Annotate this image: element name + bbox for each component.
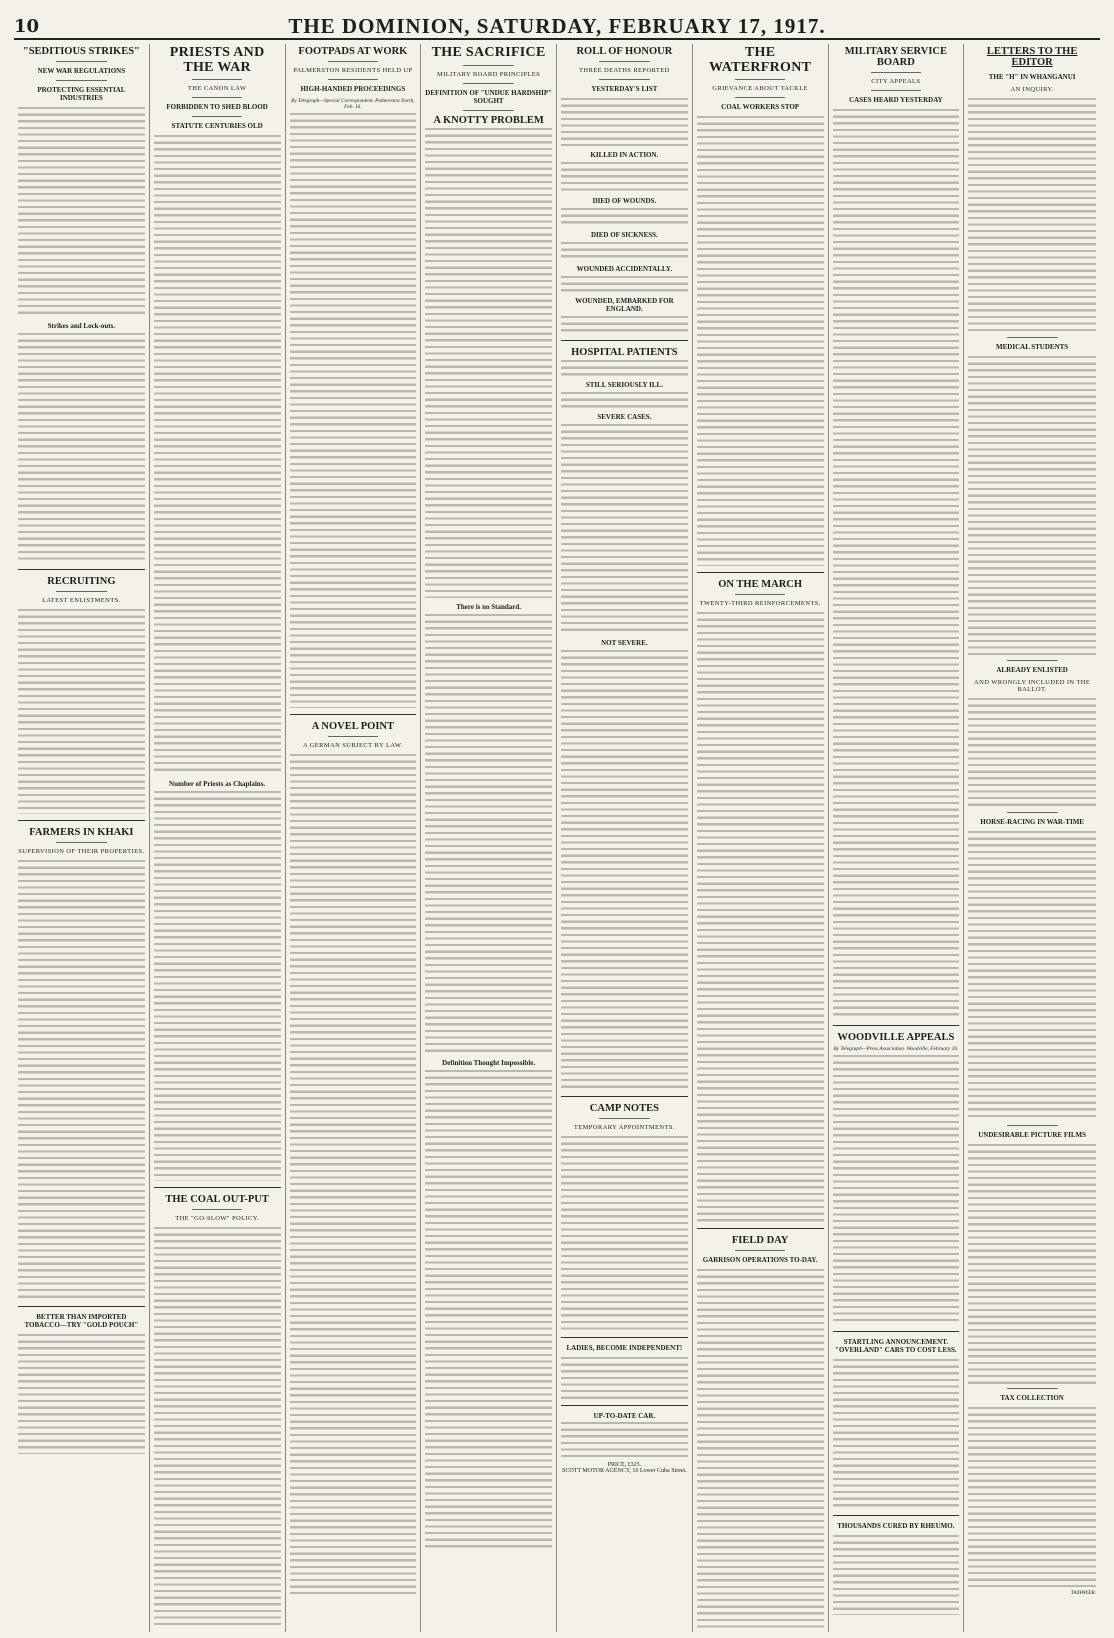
subhead-cases-heard: CASES HEARD YESTERDAY — [849, 96, 943, 105]
column-8 — [964, 44, 1100, 1632]
headline-priests-and-war: PRIESTS AND THE WAR — [169, 45, 265, 75]
side-heading-no-standard: There is no Standard. — [456, 602, 522, 611]
subhead-new-war-regulations: NEW WAR REGULATIONS — [37, 67, 126, 76]
article-body — [18, 333, 145, 563]
headline-hospital-patients: HOSPITAL PATIENTS — [571, 347, 678, 359]
list-body — [561, 276, 688, 292]
subhead-undue-hardship: DEFINITION OF "UNDUE HARDSHIP" SOUGHT — [425, 88, 552, 105]
list-body — [561, 424, 688, 634]
headline-letters-to-editor: LETTERS TO THE EDITOR — [986, 46, 1078, 69]
headline-horse-racing: HORSE-RACING IN WAR-TIME — [980, 818, 1084, 827]
headline-knotty-problem: A KNOTTY PROBLEM — [433, 114, 544, 126]
article-body — [697, 1269, 824, 1632]
subhead-canon-law: THE CANON LAW — [187, 85, 247, 93]
headline-already-enlisted: ALREADY ENLISTED — [996, 666, 1068, 675]
article-body — [18, 860, 145, 1300]
headline-roll-of-honour: ROLL OF HONOUR — [576, 46, 673, 57]
list-body — [561, 360, 688, 376]
subhead-twenty-third: TWENTY-THIRD REINFORCEMENTS. — [699, 600, 821, 608]
headline-tax-collection: TAX COLLECTION — [1000, 1394, 1064, 1403]
side-killed-in-action: KILLED IN ACTION. — [590, 151, 659, 160]
list-body — [561, 208, 688, 226]
advert-car-price: PRICE, £325. — [607, 1462, 642, 1469]
advert-body — [561, 1422, 688, 1458]
article-body — [425, 614, 552, 1054]
column-6 — [693, 44, 829, 1632]
headline-undesirable-films: UNDESIRABLE PICTURE FILMS — [978, 1131, 1086, 1140]
subhead-three-deaths: THREE DEATHS REPORTED — [579, 67, 670, 75]
headline-waterfront: THE WATERFRONT — [708, 45, 812, 75]
advert-overland: STARTLING ANNOUNCEMENT. "OVERLAND" CARS TO COST LESS. — [835, 1338, 957, 1355]
column-2 — [150, 44, 286, 1632]
article-body — [154, 791, 281, 1181]
article-body — [290, 754, 417, 1594]
list-body — [561, 242, 688, 260]
headline-woodville-appeals: WOODVILLE APPEALS — [837, 1032, 955, 1044]
side-heading-strikes: Strikes and Lock-outs. — [47, 322, 116, 331]
letter-body — [968, 1407, 1096, 1587]
subhead-h-in-whanganui: THE "H" IN WHANGANUI — [988, 73, 1076, 82]
side-died-of-wounds: DIED OF WOUNDS. — [592, 197, 657, 206]
side-not-severe: NOT SEVERE. — [601, 639, 648, 648]
column-3 — [286, 44, 422, 1632]
side-heading-chaplains: Number of Priests as Chaplains. — [169, 780, 266, 789]
subhead-palmerston-residents: PALMERSTON RESIDENTS HELD UP — [293, 67, 413, 75]
headline-the-sacrifice: THE SACRIFICE — [431, 45, 546, 60]
subhead-supervision: SUPERVISION OF THEIR PROPERTIES. — [18, 848, 145, 856]
side-heading-definition: Definition Thought Impossible. — [442, 1058, 536, 1067]
advert-ladies: LADIES, BECOME INDEPENDENT! — [566, 1344, 683, 1353]
list-body — [561, 392, 688, 408]
advert-body — [833, 1535, 960, 1615]
byline-palmerston: By Telegraph—Special Correspondent. Palmerston North, Feb. 16. — [291, 98, 415, 111]
article-body — [154, 1227, 281, 1627]
advert-body — [833, 1359, 960, 1509]
article-body — [833, 109, 960, 1019]
letter-body — [968, 98, 1096, 333]
side-still-seriously-ill: STILL SERIOUSLY ILL. — [585, 381, 663, 390]
subhead-high-handed: HIGH-HANDED PROCEEDINGS — [300, 85, 406, 94]
subhead-garrison: GARRISON OPERATIONS TO-DAY. — [702, 1256, 818, 1265]
byline-woodville: By Telegraph—Press Association. Woodville, February 16. — [833, 1046, 959, 1053]
headline-field-day: FIELD DAY — [731, 1235, 789, 1247]
subhead-temporary-appointments: TEMPORARY APPOINTMENTS. — [573, 1124, 675, 1132]
subhead-statute-centuries-old: STATUTE CENTURIES OLD — [171, 122, 263, 131]
advert-rheumo: THOUSANDS CURED BY RHEUMO. — [837, 1522, 955, 1531]
subhead-wrongly-included: AND WRONGLY INCLUDED IN THE BALLOT. — [974, 679, 1091, 694]
side-severe-cases: SEVERE CASES. — [597, 413, 652, 422]
subhead-german-subject: A GERMAN SUBJECT BY LAW. — [302, 742, 403, 750]
subhead-an-inquiry: AN INQUIRY. — [1010, 86, 1054, 94]
list-body — [561, 162, 688, 192]
article-body — [697, 116, 824, 566]
advert-body — [18, 1334, 145, 1454]
subhead-city-appeals: CITY APPEALS — [871, 78, 921, 86]
headline-seditious-strikes: "SEDITIOUS STRIKES" — [22, 46, 140, 57]
headline-farmers-in-khaki: FARMERS IN KHAKI — [29, 827, 134, 839]
subhead-grievance-tackle: GRIEVANCE ABOUT TACKLE — [712, 85, 808, 93]
article-body — [833, 1055, 960, 1325]
article-body — [154, 135, 281, 775]
article-body — [425, 128, 552, 598]
subhead-military-board: MILITARY BOARD PRINCIPLES — [437, 70, 541, 78]
side-died-of-sickness: DIED OF SICKNESS. — [590, 231, 658, 240]
side-wounded-accidentally: WOUNDED ACCIDENTALLY. — [576, 265, 673, 274]
headline-novel-point: A NOVEL POINT — [311, 721, 395, 733]
article-body — [697, 612, 824, 1222]
advert-car-address: SCOTT MOTOR AGENCY, 10 Lower Cuba Street. — [562, 1468, 687, 1475]
subhead-yesterdays-list: YESTERDAY'S LIST — [591, 85, 658, 94]
advert-car-title: UP-TO-DATE CAR. — [593, 1412, 656, 1421]
page-number: 10 — [14, 16, 40, 37]
article-body — [18, 609, 145, 814]
letter-signature: TAXPAYER. — [1070, 1590, 1096, 1597]
subhead-latest-enlistments: LATEST ENLISTMENTS. — [42, 597, 121, 605]
headline-footpads-at-work: FOOTPADS AT WORK — [298, 46, 408, 57]
column-1 — [14, 44, 150, 1632]
masthead — [14, 14, 1100, 40]
letter-body — [968, 698, 1096, 808]
advert-gold-pouch: BETTER THAN IMPORTED TOBACCO—TRY "GOLD POUCH" — [24, 1313, 139, 1330]
article-body — [561, 1136, 688, 1331]
side-wounded-embarked: WOUNDED, EMBARKED FOR ENGLAND. — [575, 297, 674, 314]
article-body — [290, 113, 417, 708]
list-body — [561, 316, 688, 334]
article-body — [561, 98, 688, 146]
article-body — [425, 1070, 552, 1550]
letter-body — [968, 831, 1096, 1121]
newspaper-title: THE DOMINION, SATURDAY, FEBRUARY 17, 1917. — [288, 14, 826, 38]
letter-body — [968, 1144, 1096, 1384]
column-4 — [421, 44, 557, 1632]
letter-body — [968, 356, 1096, 656]
subhead-go-slow: THE "GO-SLOW" POLICY. — [175, 1215, 260, 1223]
newspaper-columns — [14, 44, 1100, 1632]
subhead-protecting-industries: PROTECTING ESSENTIAL INDUSTRIES — [37, 86, 126, 103]
column-5 — [557, 44, 693, 1632]
headline-on-the-march: ON THE MARCH — [718, 579, 803, 591]
column-7 — [829, 44, 965, 1632]
headline-medical-students: MEDICAL STUDENTS — [996, 343, 1069, 352]
headline-recruiting: RECRUITING — [47, 576, 116, 588]
headline-military-service-board: MILITARY SERVICE BOARD — [844, 46, 947, 69]
article-body — [18, 107, 145, 317]
advert-body — [561, 1357, 688, 1399]
headline-coal-output: THE COAL OUT-PUT — [165, 1194, 269, 1206]
subhead-coal-workers-stop: COAL WORKERS STOP — [721, 103, 800, 112]
headline-camp-notes: CAMP NOTES — [589, 1103, 659, 1115]
list-body — [561, 650, 688, 1090]
subhead-forbidden-to-shed-blood: FORBIDDEN TO SHED BLOOD — [166, 103, 268, 112]
